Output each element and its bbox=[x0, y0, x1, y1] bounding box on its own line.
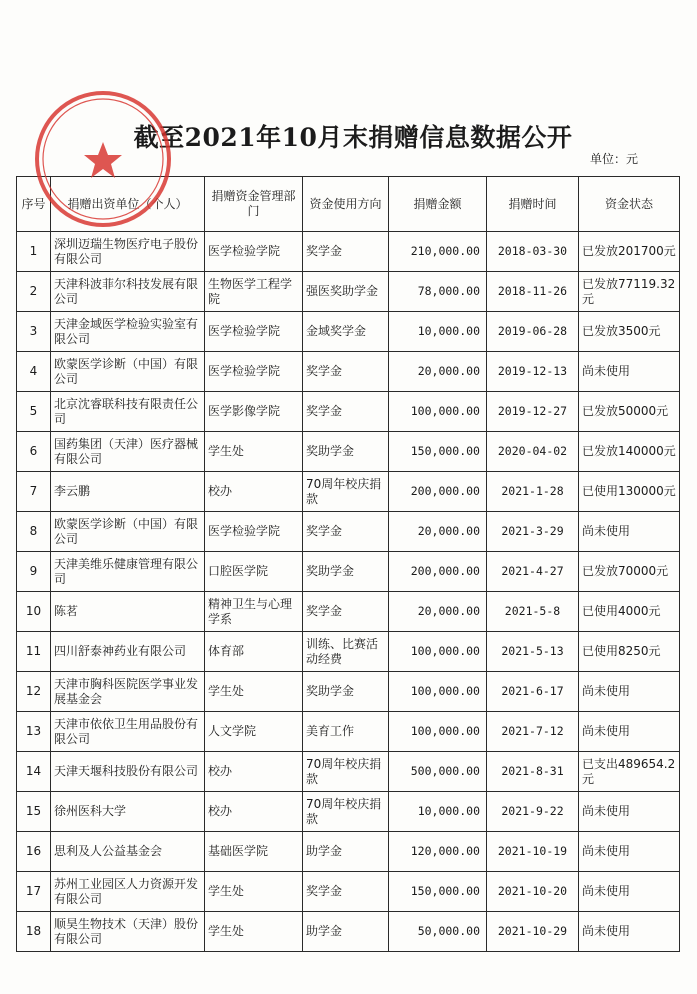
cell-amount: 100,000.00 bbox=[389, 632, 487, 672]
cell-status: 已发放3500元 bbox=[579, 312, 680, 352]
cell-status: 已发放70000元 bbox=[579, 552, 680, 592]
cell-donor: 天津天堰科技股份有限公司 bbox=[51, 752, 205, 792]
cell-date: 2021-1-28 bbox=[487, 472, 579, 512]
cell-index: 7 bbox=[17, 472, 51, 512]
cell-index: 6 bbox=[17, 432, 51, 472]
table-row bbox=[17, 672, 680, 712]
cell-index: 9 bbox=[17, 552, 51, 592]
cell-date: 2018-03-30 bbox=[487, 232, 579, 272]
cell-index: 2 bbox=[17, 272, 51, 312]
cell-date: 2019-12-13 bbox=[487, 352, 579, 392]
cell-index: 5 bbox=[17, 392, 51, 432]
cell-date: 2021-10-20 bbox=[487, 872, 579, 912]
cell-managing-dept: 学生处 bbox=[205, 672, 303, 712]
cell-status: 已发放140000元 bbox=[579, 432, 680, 472]
cell-date: 2021-8-31 bbox=[487, 752, 579, 792]
cell-date: 2021-10-19 bbox=[487, 832, 579, 872]
table-row bbox=[17, 872, 680, 912]
cell-usage: 训练、比赛活动经费 bbox=[303, 632, 389, 672]
cell-status: 尚未使用 bbox=[579, 912, 680, 952]
cell-managing-dept: 校办 bbox=[205, 472, 303, 512]
cell-amount: 100,000.00 bbox=[389, 672, 487, 712]
cell-amount: 200,000.00 bbox=[389, 552, 487, 592]
cell-managing-dept: 学生处 bbox=[205, 432, 303, 472]
cell-date: 2019-06-28 bbox=[487, 312, 579, 352]
table-row bbox=[17, 832, 680, 872]
column-header-index: 序号 bbox=[17, 177, 51, 232]
cell-date: 2019-12-27 bbox=[487, 392, 579, 432]
cell-usage: 金域奖学金 bbox=[303, 312, 389, 352]
cell-managing-dept: 医学检验学院 bbox=[205, 352, 303, 392]
table-row bbox=[17, 632, 680, 672]
cell-usage: 奖助学金 bbox=[303, 672, 389, 712]
cell-usage: 奖学金 bbox=[303, 592, 389, 632]
cell-index: 4 bbox=[17, 352, 51, 392]
table-row bbox=[17, 392, 680, 432]
cell-usage: 强医奖助学金 bbox=[303, 272, 389, 312]
table-row bbox=[17, 352, 680, 392]
cell-status: 已使用130000元 bbox=[579, 472, 680, 512]
cell-status: 已使用4000元 bbox=[579, 592, 680, 632]
cell-managing-dept: 人文学院 bbox=[205, 712, 303, 752]
cell-donor: 深圳迈瑞生物医疗电子股份有限公司 bbox=[51, 232, 205, 272]
donation-table bbox=[16, 176, 680, 952]
cell-managing-dept: 基础医学院 bbox=[205, 832, 303, 872]
cell-managing-dept: 医学影像学院 bbox=[205, 392, 303, 432]
cell-index: 16 bbox=[17, 832, 51, 872]
cell-amount: 150,000.00 bbox=[389, 872, 487, 912]
cell-index: 18 bbox=[17, 912, 51, 952]
cell-index: 13 bbox=[17, 712, 51, 752]
cell-index: 12 bbox=[17, 672, 51, 712]
cell-managing-dept: 学生处 bbox=[205, 912, 303, 952]
cell-donor: 国药集团（天津）医疗器械有限公司 bbox=[51, 432, 205, 472]
cell-status: 尚未使用 bbox=[579, 352, 680, 392]
table-row bbox=[17, 312, 680, 352]
cell-managing-dept: 生物医学工程学院 bbox=[205, 272, 303, 312]
cell-managing-dept: 医学检验学院 bbox=[205, 512, 303, 552]
table-row bbox=[17, 552, 680, 592]
column-header-date: 捐赠时间 bbox=[487, 177, 579, 232]
page-title: 截至2021年10月末捐赠信息数据公开 bbox=[133, 123, 573, 152]
table-row bbox=[17, 912, 680, 952]
cell-usage: 70周年校庆捐款 bbox=[303, 792, 389, 832]
cell-usage: 奖学金 bbox=[303, 352, 389, 392]
cell-status: 尚未使用 bbox=[579, 872, 680, 912]
cell-managing-dept: 校办 bbox=[205, 752, 303, 792]
cell-amount: 20,000.00 bbox=[389, 512, 487, 552]
cell-amount: 500,000.00 bbox=[389, 752, 487, 792]
cell-index: 17 bbox=[17, 872, 51, 912]
cell-usage: 奖助学金 bbox=[303, 432, 389, 472]
cell-donor: 天津科波菲尔科技发展有限公司 bbox=[51, 272, 205, 312]
column-header-managing-dept: 捐赠资金管理部门 bbox=[205, 177, 303, 232]
cell-managing-dept: 学生处 bbox=[205, 872, 303, 912]
cell-status: 尚未使用 bbox=[579, 712, 680, 752]
column-header-amount: 捐赠金额 bbox=[389, 177, 487, 232]
cell-amount: 210,000.00 bbox=[389, 232, 487, 272]
cell-usage: 70周年校庆捐款 bbox=[303, 752, 389, 792]
cell-index: 11 bbox=[17, 632, 51, 672]
cell-status: 尚未使用 bbox=[579, 792, 680, 832]
cell-amount: 150,000.00 bbox=[389, 432, 487, 472]
column-header-status: 资金状态 bbox=[579, 177, 680, 232]
column-header-usage: 资金使用方向 bbox=[303, 177, 389, 232]
table-row bbox=[17, 232, 680, 272]
cell-usage: 70周年校庆捐款 bbox=[303, 472, 389, 512]
cell-date: 2020-04-02 bbox=[487, 432, 579, 472]
cell-donor: 天津金域医学检验实验室有限公司 bbox=[51, 312, 205, 352]
cell-index: 8 bbox=[17, 512, 51, 552]
cell-amount: 78,000.00 bbox=[389, 272, 487, 312]
cell-date: 2021-10-29 bbox=[487, 912, 579, 952]
cell-donor: 北京沈睿联科技有限责任公司 bbox=[51, 392, 205, 432]
cell-donor: 天津市胸科医院医学事业发展基金会 bbox=[51, 672, 205, 712]
cell-status: 尚未使用 bbox=[579, 512, 680, 552]
cell-index: 14 bbox=[17, 752, 51, 792]
cell-usage: 美育工作 bbox=[303, 712, 389, 752]
cell-index: 1 bbox=[17, 232, 51, 272]
cell-donor: 陈茗 bbox=[51, 592, 205, 632]
table-row bbox=[17, 792, 680, 832]
cell-managing-dept: 精神卫生与心理学系 bbox=[205, 592, 303, 632]
cell-date: 2021-5-13 bbox=[487, 632, 579, 672]
cell-usage: 助学金 bbox=[303, 832, 389, 872]
cell-status: 已发放77119.32元 bbox=[579, 272, 680, 312]
table-row bbox=[17, 752, 680, 792]
cell-managing-dept: 体育部 bbox=[205, 632, 303, 672]
table-body bbox=[17, 232, 680, 952]
cell-managing-dept: 医学检验学院 bbox=[205, 312, 303, 352]
cell-status: 尚未使用 bbox=[579, 832, 680, 872]
cell-amount: 20,000.00 bbox=[389, 592, 487, 632]
cell-date: 2021-6-17 bbox=[487, 672, 579, 712]
cell-donor: 徐州医科大学 bbox=[51, 792, 205, 832]
cell-donor: 天津市依依卫生用品股份有限公司 bbox=[51, 712, 205, 752]
cell-donor: 顺昊生物技术（天津）股份有限公司 bbox=[51, 912, 205, 952]
cell-donor: 天津美维乐健康管理有限公司 bbox=[51, 552, 205, 592]
cell-usage: 奖学金 bbox=[303, 232, 389, 272]
cell-usage: 助学金 bbox=[303, 912, 389, 952]
cell-amount: 10,000.00 bbox=[389, 312, 487, 352]
cell-date: 2021-3-29 bbox=[487, 512, 579, 552]
cell-usage: 奖学金 bbox=[303, 392, 389, 432]
table-row bbox=[17, 512, 680, 552]
cell-date: 2021-7-12 bbox=[487, 712, 579, 752]
cell-date: 2021-5-8 bbox=[487, 592, 579, 632]
cell-date: 2018-11-26 bbox=[487, 272, 579, 312]
cell-usage: 奖学金 bbox=[303, 512, 389, 552]
table-row bbox=[17, 592, 680, 632]
cell-managing-dept: 口腔医学院 bbox=[205, 552, 303, 592]
unit-label: 单位：元 bbox=[590, 152, 639, 166]
cell-amount: 20,000.00 bbox=[389, 352, 487, 392]
cell-status: 尚未使用 bbox=[579, 672, 680, 712]
cell-donor: 欧蒙医学诊断（中国）有限公司 bbox=[51, 512, 205, 552]
table-row bbox=[17, 712, 680, 752]
cell-status: 已支出489654.2元 bbox=[579, 752, 680, 792]
table-row bbox=[17, 272, 680, 312]
cell-amount: 100,000.00 bbox=[389, 392, 487, 432]
cell-donor: 苏州工业园区人力资源开发有限公司 bbox=[51, 872, 205, 912]
cell-managing-dept: 校办 bbox=[205, 792, 303, 832]
cell-status: 已使用8250元 bbox=[579, 632, 680, 672]
table-row bbox=[17, 472, 680, 512]
cell-date: 2021-9-22 bbox=[487, 792, 579, 832]
cell-amount: 10,000.00 bbox=[389, 792, 487, 832]
cell-index: 3 bbox=[17, 312, 51, 352]
cell-donor: 四川舒泰神药业有限公司 bbox=[51, 632, 205, 672]
table-header-row bbox=[17, 177, 680, 232]
cell-date: 2021-4-27 bbox=[487, 552, 579, 592]
cell-amount: 120,000.00 bbox=[389, 832, 487, 872]
cell-donor: 欧蒙医学诊断（中国）有限公司 bbox=[51, 352, 205, 392]
column-header-donor: 捐赠出资单位（个人） bbox=[51, 177, 205, 232]
cell-usage: 奖学金 bbox=[303, 872, 389, 912]
cell-index: 15 bbox=[17, 792, 51, 832]
cell-managing-dept: 医学检验学院 bbox=[205, 232, 303, 272]
cell-status: 已发放201700元 bbox=[579, 232, 680, 272]
cell-amount: 100,000.00 bbox=[389, 712, 487, 752]
cell-amount: 50,000.00 bbox=[389, 912, 487, 952]
cell-status: 已发放50000元 bbox=[579, 392, 680, 432]
table-row bbox=[17, 432, 680, 472]
cell-usage: 奖助学金 bbox=[303, 552, 389, 592]
cell-index: 10 bbox=[17, 592, 51, 632]
cell-donor: 思利及人公益基金会 bbox=[51, 832, 205, 872]
cell-amount: 200,000.00 bbox=[389, 472, 487, 512]
cell-donor: 李云鹏 bbox=[51, 472, 205, 512]
